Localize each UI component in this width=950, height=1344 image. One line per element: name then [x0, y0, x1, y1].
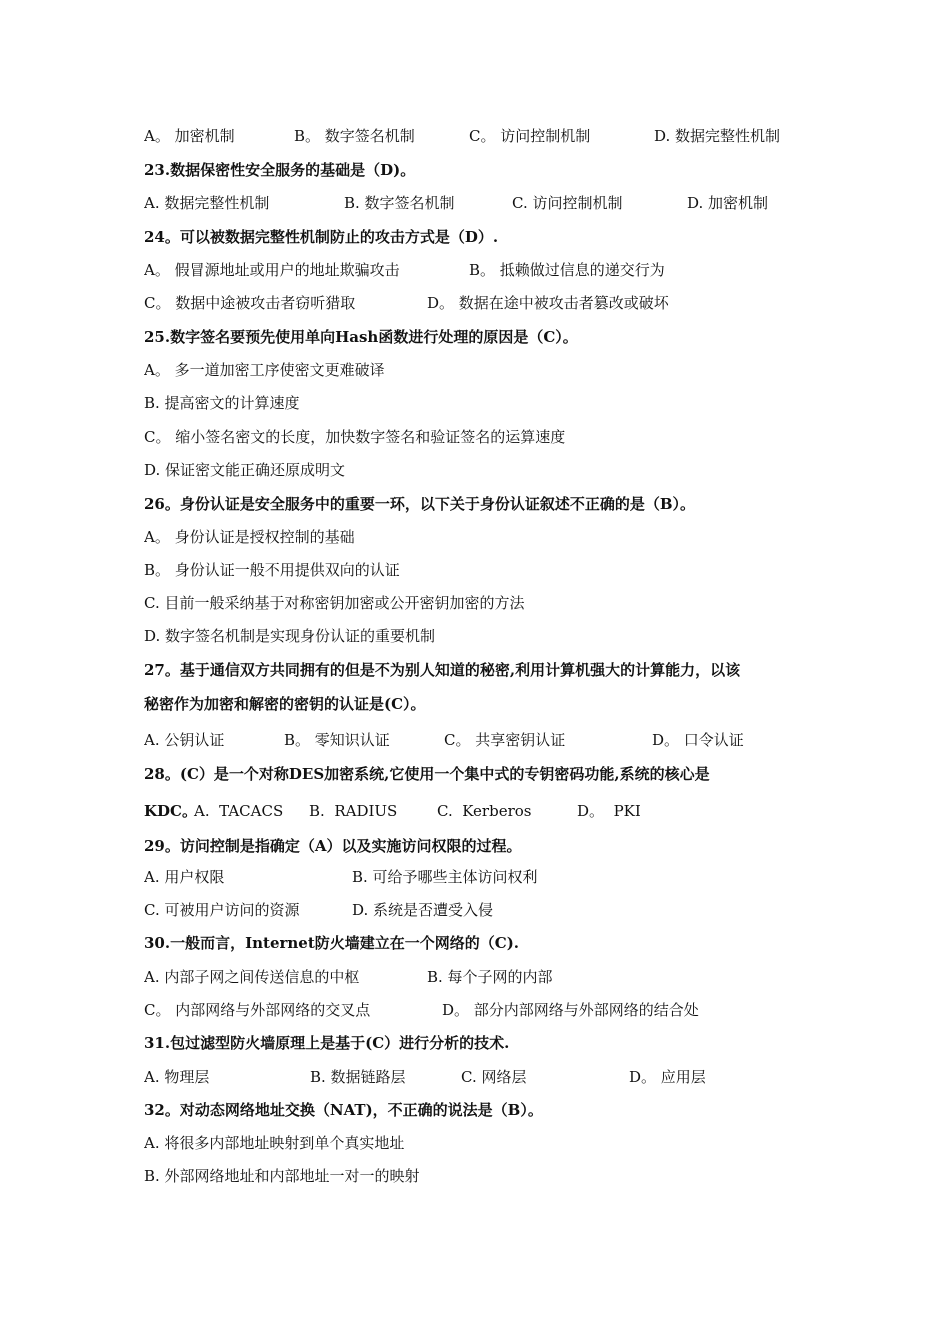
question-text: 29。访问控制是指确定（A）以及实施访问权限的过程。 — [144, 837, 522, 855]
answer-option: B. 可给予哪些主体访问权利 — [352, 868, 538, 886]
answer-option: B。 身份认证一般不用提供双向的认证 — [144, 561, 400, 579]
answer-option: D。 部分内部网络与外部网络的结合处 — [442, 1001, 699, 1019]
answer-option: D。 应用层 — [629, 1068, 706, 1086]
answer-option: C。 数据中途被攻击者窃听猎取 — [144, 294, 356, 312]
answer-option: D. 加密机制 — [687, 194, 769, 212]
option-row — [144, 124, 824, 148]
answer-option: A。 身份认证是授权控制的基础 — [144, 528, 355, 546]
answer-option: B. 外部网络地址和内部地址一对一的映射 — [144, 1167, 420, 1185]
option-row — [144, 965, 824, 989]
answer-option: A。 加密机制 — [144, 127, 235, 145]
answer-option: C. 网络层 — [461, 1068, 527, 1086]
option-row — [144, 191, 824, 215]
answer-option: B。 零知识认证 — [284, 731, 390, 749]
option-row — [144, 1065, 824, 1089]
answer-option: D. 系统是否遭受入侵 — [352, 901, 494, 919]
answer-option: D. 数据完整性机制 — [654, 127, 781, 145]
question-text: 24。可以被数据完整性机制防止的攻击方式是（D）. — [144, 228, 499, 246]
answer-option: A. 数据完整性机制 — [144, 194, 270, 212]
answer-option: C。 缩小签名密文的长度，加快数字签名和验证签名的运算速度 — [144, 428, 566, 446]
answer-option: A. TACACS — [194, 802, 284, 820]
answer-option: B. 数字签名机制 — [344, 194, 455, 212]
answer-option: D。 PKI — [577, 802, 641, 820]
answer-option: D. 保证密文能正确还原成明文 — [144, 461, 346, 479]
question-text: 27。基于通信双方共同拥有的但是不为别人知道的秘密,利用计算机强大的计算能力，以该 — [144, 661, 741, 679]
question-text: 30.一般而言，Internet防火墙建立在一个网络的（C). — [144, 934, 520, 952]
option-row — [144, 799, 824, 823]
answer-option: C。 内部网络与外部网络的交叉点 — [144, 1001, 371, 1019]
answer-option: A. 物理层 — [144, 1068, 210, 1086]
option-row — [144, 291, 824, 315]
question-text: KDC。 — [144, 802, 197, 820]
answer-option: C. Kerberos — [437, 802, 532, 820]
option-row — [144, 258, 824, 282]
question-text: 28。(C）是一个对称DES加密系统,它使用一个集中式的专钥密码功能,系统的核心是 — [144, 765, 710, 783]
answer-option: B. 数据链路层 — [310, 1068, 406, 1086]
answer-option: C. 目前一般采纳基于对称密钥加密或公开密钥加密的方法 — [144, 594, 525, 612]
answer-option: B. 提高密文的计算速度 — [144, 394, 300, 412]
answer-option: B. 每个子网的内部 — [427, 968, 553, 986]
answer-option: C。 访问控制机制 — [469, 127, 591, 145]
answer-option: C。 共享密钥认证 — [444, 731, 566, 749]
option-row — [144, 728, 824, 752]
question-text: 26。身份认证是安全服务中的重要一环，以下关于身份认证叙述不正确的是（B）。 — [144, 495, 696, 513]
option-row — [144, 898, 824, 922]
answer-option: D。 数据在途中被攻击者篡改或破坏 — [427, 294, 669, 312]
answer-option: A。 多一道加密工序使密文更难破译 — [144, 361, 385, 379]
answer-option: A。 假冒源地址或用户的地址欺骗攻击 — [144, 261, 400, 279]
answer-option: A. 用户权限 — [144, 868, 225, 886]
question-text: 25.数字签名要预先使用单向Hash函数进行处理的原因是（C）。 — [144, 328, 578, 346]
answer-option: A. 将很多内部地址映射到单个真实地址 — [144, 1134, 405, 1152]
question-text: 23.数据保密性安全服务的基础是（D)。 — [144, 161, 416, 179]
option-row — [144, 865, 824, 889]
question-text: 31.包过滤型防火墙原理上是基于(C）进行分析的技术. — [144, 1034, 510, 1052]
answer-option: D. 数字签名机制是实现身份认证的重要机制 — [144, 627, 436, 645]
answer-option: B。 数字签名机制 — [294, 127, 415, 145]
answer-option: B. RADIUS — [309, 802, 398, 820]
answer-option: A. 公钥认证 — [144, 731, 225, 749]
answer-option: C. 可被用户访问的资源 — [144, 901, 300, 919]
question-text: 秘密作为加密和解密的密钥的认证是(C）。 — [144, 695, 426, 713]
question-text: 32。对动态网络地址交换（NAT)，不正确的说法是（B）。 — [144, 1101, 543, 1119]
option-row — [144, 998, 824, 1022]
answer-option: A. 内部子网之间传送信息的中枢 — [144, 968, 360, 986]
answer-option: B。 抵赖做过信息的递交行为 — [469, 261, 665, 279]
answer-option: C. 访问控制机制 — [512, 194, 623, 212]
answer-option: D。 口令认证 — [652, 731, 744, 749]
